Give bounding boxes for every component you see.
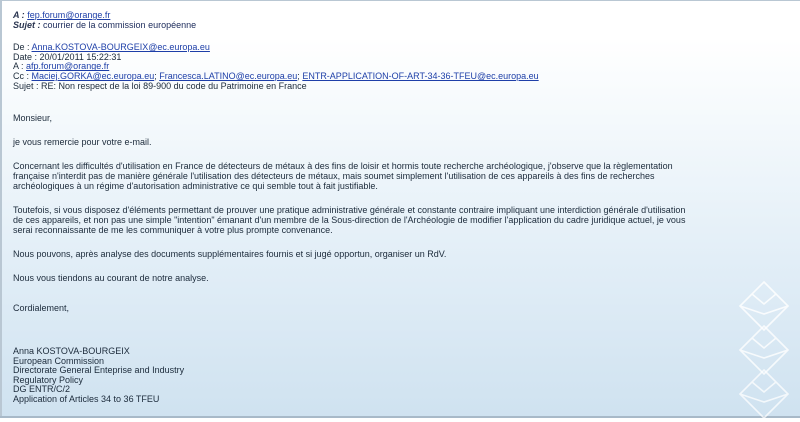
cc-label: Cc : bbox=[13, 70, 30, 81]
signature-line: European Commission bbox=[13, 355, 105, 366]
top-subject-row bbox=[13, 21, 770, 31]
to-link[interactable]: afp.forum@orange.fr bbox=[26, 61, 110, 72]
date-row bbox=[13, 53, 770, 63]
top-to-link[interactable]: fep.forum@orange.fr bbox=[27, 10, 111, 20]
window-left-border bbox=[0, 0, 2, 418]
paragraph-line: archéologiques à un régime d'autorisation administrative ce qui semble tout à fait justifiable. bbox=[13, 181, 378, 192]
signature-name: Anna KOSTOVA-BOURGEIX bbox=[13, 346, 130, 356]
to-label: A : bbox=[13, 61, 24, 72]
top-subject-value: courrier de la commission européenne bbox=[43, 19, 197, 30]
forward-header bbox=[13, 11, 770, 30]
paragraph-line: Nous pouvons, après analyse des documents supplémentaires fournis et si jugé opportun, organiser un RdV. bbox=[13, 249, 447, 260]
window-top-border bbox=[0, 0, 800, 1]
paragraph-line: de ces appareils, et non pas une simple "intention" émanant d'un membre de la Sous-direction de l'Archéologie de modifier l'application du cadre juridique actuel, je vous bbox=[13, 215, 686, 226]
signature-block bbox=[13, 347, 184, 405]
paragraph-line: je vous remercie pour votre e-mail. bbox=[13, 137, 152, 148]
date-value: 20/01/2011 15:22:31 bbox=[39, 51, 122, 62]
signature-line: Regulatory Policy bbox=[13, 374, 84, 385]
signature-line: Application of Articles 34 to 36 TFEU bbox=[13, 393, 160, 404]
paragraph-line: Concernant les difficultés d'utilisation en France de détecteurs de métaux à des fins de loisir et hormis toute recherche archéologique, j'observe que la règlementation bbox=[13, 161, 673, 172]
paragraph-line: serai reconnaissante de me les communiquer à votre plus prompte convenance. bbox=[13, 225, 333, 236]
cc-separator: ; bbox=[154, 70, 160, 81]
from-label: De : bbox=[13, 42, 30, 53]
from-row bbox=[13, 43, 770, 53]
top-subject-label: Sujet : bbox=[13, 19, 41, 30]
cc-link-3[interactable]: ENTR-APPLICATION-OF-ART-34-36-TFEU@ec.europa.eu bbox=[302, 70, 539, 81]
signature-line: DG ENTR/C/2 bbox=[13, 384, 71, 395]
cc-separator: ; bbox=[297, 70, 303, 81]
email-view bbox=[13, 11, 770, 313]
cc-link-2[interactable]: Francesca.LATINO@ec.europa.eu bbox=[159, 70, 298, 81]
paragraph-line: Nous vous tiendons au courant de notre analyse. bbox=[13, 273, 209, 284]
envelope-watermark-icon bbox=[736, 366, 792, 422]
cc-link-1[interactable]: Maciej.GORKA@ec.europa.eu bbox=[31, 70, 155, 81]
subject-label: Sujet : bbox=[13, 80, 39, 91]
paragraph-line: Toutefois, si vous disposez d'éléments permettant de prouver une pratique administrative générale et constante contraire impliquant une interdiction générale d'utilisation bbox=[13, 205, 686, 216]
message-header bbox=[13, 43, 770, 91]
date-label: Date : bbox=[13, 51, 38, 62]
closing: Cordialement, bbox=[13, 303, 70, 314]
body-paragraph bbox=[13, 273, 770, 283]
body-paragraph bbox=[13, 137, 770, 147]
signature-line: Directorate General Enteprise and Industry bbox=[13, 365, 185, 376]
greeting: Monsieur, bbox=[13, 113, 53, 124]
top-to-label: A : bbox=[13, 10, 25, 20]
subject-row bbox=[13, 82, 770, 92]
subject-value: RE: Non respect de la loi 89-900 du code du Patrimoine en France bbox=[41, 80, 307, 91]
body-paragraph bbox=[13, 205, 770, 235]
from-link[interactable]: Anna.KOSTOVA-BOURGEIX@ec.europa.eu bbox=[31, 42, 210, 53]
paragraph-line: française n'interdit pas de manière générale l'utilisation des détecteurs de métaux, mais soumet simplement l'utilisation de ces appareils à des fins de recherches bbox=[13, 171, 655, 182]
body-paragraph bbox=[13, 161, 770, 191]
body-paragraph bbox=[13, 249, 770, 259]
